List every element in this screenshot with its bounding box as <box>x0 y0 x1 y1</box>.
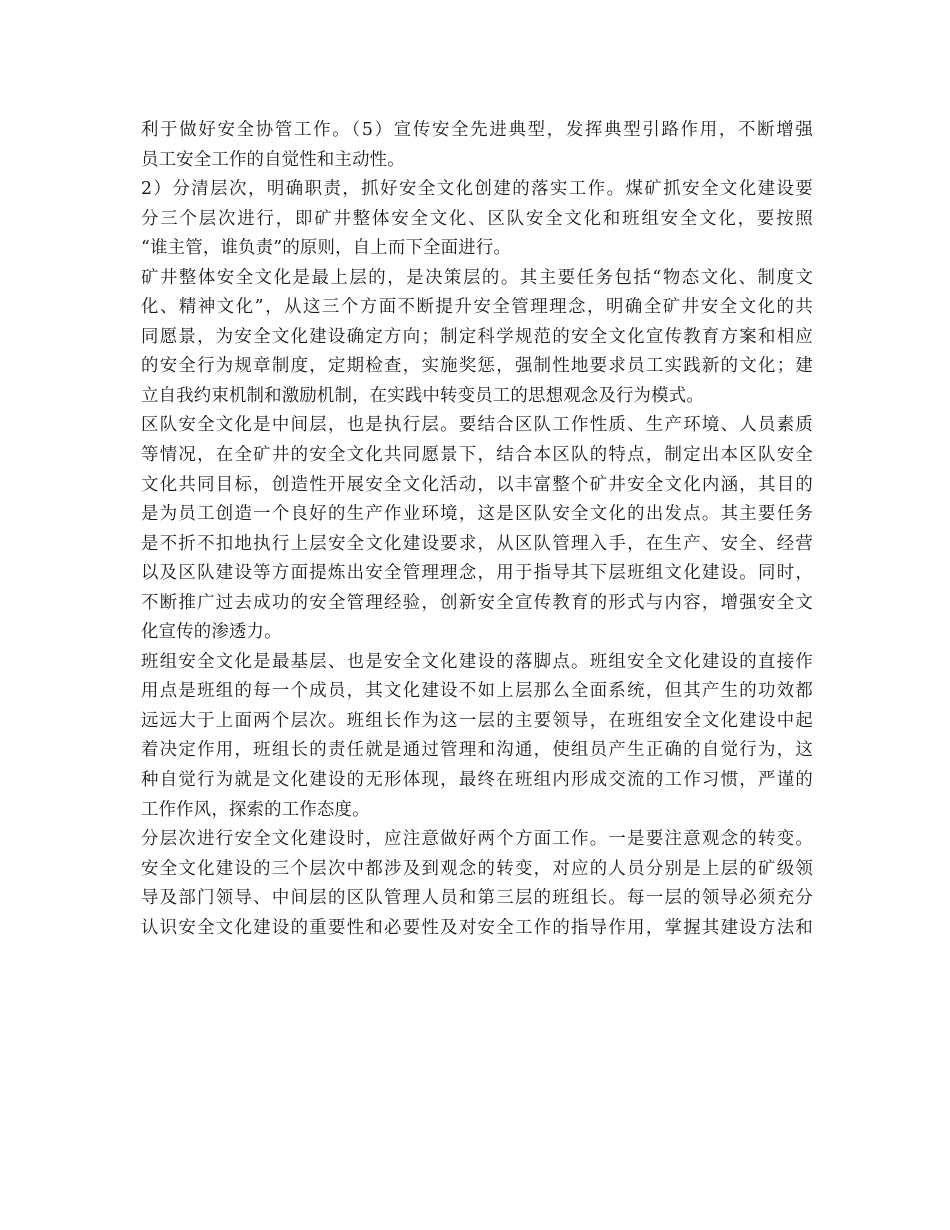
text-line: 分三个层次进行，即矿井整体安全文化、区队安全文化和班组安全文化，要按照 <box>141 208 813 229</box>
text-line: 用点是班组的每一个成员，其文化建设不如上层那么全面系统，但其产生的功效都 <box>141 681 813 702</box>
paragraph <box>141 825 813 943</box>
text-line: 着决定作用，班组长的责任就是通过管理和沟通，使组员产生正确的自觉行为，这 <box>141 740 813 761</box>
text-line: 不断推广过去成功的安全管理经验，创新安全宣传教育的形式与内容，增强安全文 <box>141 592 813 613</box>
text-line: 是不折不扣地执行上层安全文化建设要求，从区队管理入手，在生产、安全、经营 <box>141 533 813 554</box>
paragraph <box>141 116 813 175</box>
text-line: 的安全行为规章制度，定期检查，实施奖惩，强制性地要求员工实践新的文化；建 <box>141 356 813 377</box>
text-line: 利于做好安全协管工作。（5）宣传安全先进典型，发挥典型引路作用，不断增强 <box>141 120 813 140</box>
paragraph <box>141 411 813 647</box>
text-line: 立自我约束机制和激励机制，在实践中转变员工的思想观念及行为模式。 <box>141 385 704 406</box>
text-line: 2）分清层次，明确职责，抓好安全文化创建的落实工作。煤矿抓安全文化建设要 <box>141 179 813 200</box>
text-line: 同愿景，为安全文化建设确定方向；制定科学规范的安全文化宣传教育方案和相应 <box>141 326 813 347</box>
text-line: 导及部门领导、中间层的区队管理人员和第三层的班组长。每一层的领导必须充分 <box>141 888 813 909</box>
text-line: 认识安全文化建设的重要性和必要性及对安全工作的指导作用，掌握其建设方法和 <box>141 917 813 938</box>
document-body <box>141 116 813 943</box>
text-line: 是为员工创造一个良好的生产作业环境，这是区队安全文化的出发点。其主要任务 <box>141 504 813 525</box>
text-line: 矿井整体安全文化是最上层的，是决策层的。其主要任务包括“物态文化、制度文 <box>141 267 813 288</box>
text-line: 安全文化建设的三个层次中都涉及到观念的转变，对应的人员分别是上层的矿级领 <box>141 858 813 879</box>
paragraph <box>141 648 813 825</box>
text-line: 员工安全工作的自觉性和主动性。 <box>141 149 405 170</box>
paragraph <box>141 175 813 264</box>
text-line: “谁主管，谁负责”的原则，自上而下全面进行。 <box>141 238 511 259</box>
text-line: 种自觉行为就是文化建设的无形体现，最终在班组内形成交流的工作习惯，严谨的 <box>141 770 813 791</box>
text-line: 工作作风，探索的工作态度。 <box>141 799 370 820</box>
text-line: 等情况，在全矿井的安全文化共同愿景下，结合本区队的特点，制定出本区队安全 <box>141 445 813 466</box>
text-line: 区队安全文化是中间层，也是执行层。要结合区队工作性质、生产环境、人员素质 <box>141 415 813 436</box>
paragraph <box>141 264 813 412</box>
text-line: 化、精神文化”，从这三个方面不断提升安全管理理念，明确全矿井安全文化的共 <box>141 297 813 318</box>
text-line: 以及区队建设等方面提炼出安全管理理念，用于指导其下层班组文化建设。同时， <box>141 563 813 584</box>
text-line: 文化共同目标，创造性开展安全文化活动，以丰富整个矿井安全文化内涵，其目的 <box>141 474 813 495</box>
text-line: 远远大于上面两个层次。班组长作为这一层的主要领导，在班组安全文化建设中起 <box>141 710 813 731</box>
text-line: 分层次进行安全文化建设时，应注意做好两个方面工作。一是要注意观念的转变。 <box>141 829 813 850</box>
text-line: 化宣传的渗透力。 <box>141 622 282 643</box>
text-line: 班组安全文化是最基层、也是安全文化建设的落脚点。班组安全文化建设的直接作 <box>141 651 813 672</box>
